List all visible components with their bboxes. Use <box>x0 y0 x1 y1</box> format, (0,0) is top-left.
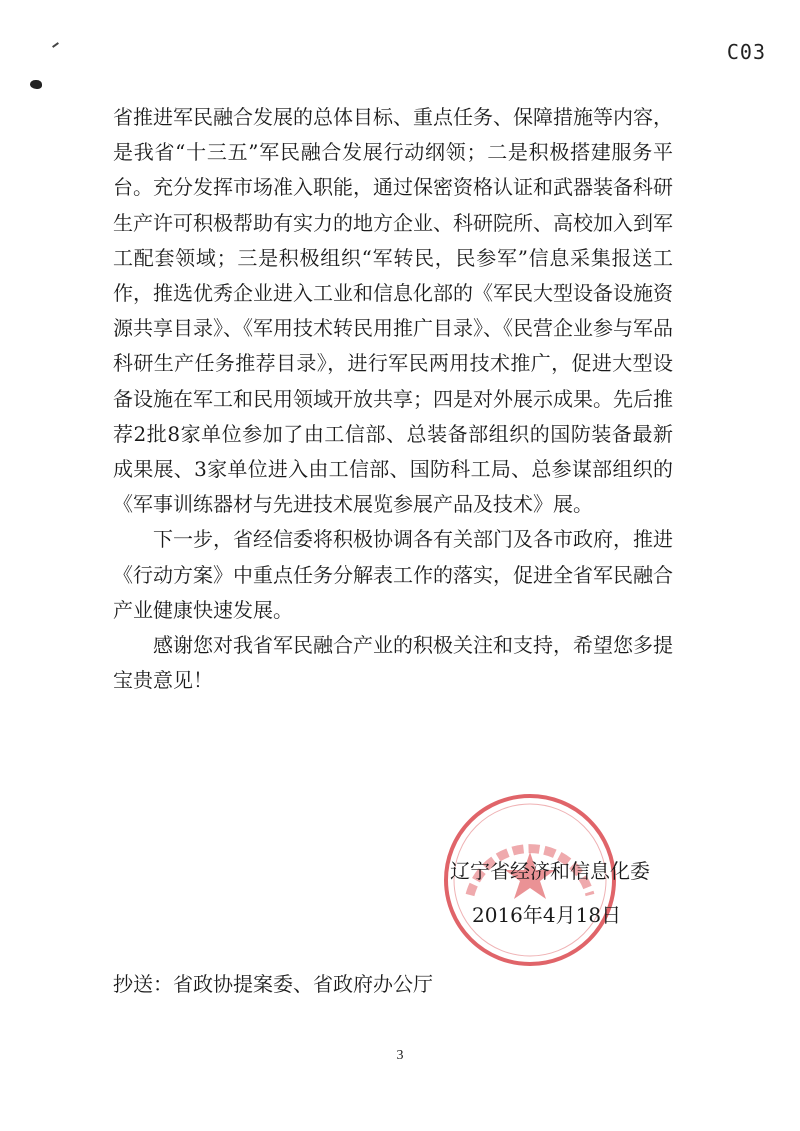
page-code: C03 <box>726 40 766 64</box>
page-number: 3 <box>396 1048 404 1063</box>
cc-line: 抄送：省政协提案委、省政府办公厅 <box>113 972 433 996</box>
letter-body <box>113 100 673 698</box>
signature-date: 2016年4月18日 <box>472 903 622 927</box>
paragraph-1: 省推进军民融合发展的总体目标、重点任务、保障措施等内容，是我省“十三五”军民融合发展行动纲领；二是积极搭建服务平台。充分发挥市场准入职能，通过保密资格认证和武器装备科研生产许可积极帮助有实力的地方企业、科研院所、高校加入到军工配套领域；三是积极组织“军转民，民参军”信息采集报送工作，推选优秀企业进入工业和信息化部的《军民大型设备设施资源共享目录》、《军用技术转民用推广目录》、《民营企业参与军品科研生产任务推荐目录》，进行军民两用技术推广，促进大型设备设施在军工和民用领域开放共享；四是对外展示成果。先后推荐2批8家单位参加了由工信部、总装备部组织的国防装备最新成果展、3家单位进入由工信部、国防科工局、总参谋部组织的《军事训练器材与先进技术展览参展产品及技术》展。 <box>113 105 673 517</box>
scan-spot <box>30 80 42 89</box>
signature-organization: 辽宁省经济和信息化委 <box>450 859 650 883</box>
scan-mark <box>52 42 59 48</box>
paragraph-2: 下一步，省经信委将积极协调各有关部门及各市政府，推进《行动方案》中重点任务分解表工作的落实，促进全省军民融合产业健康快速发展。 <box>113 527 673 622</box>
paragraph-3: 感谢您对我省军民融合产业的积极关注和支持，希望您多提宝贵意见！ <box>113 633 673 693</box>
